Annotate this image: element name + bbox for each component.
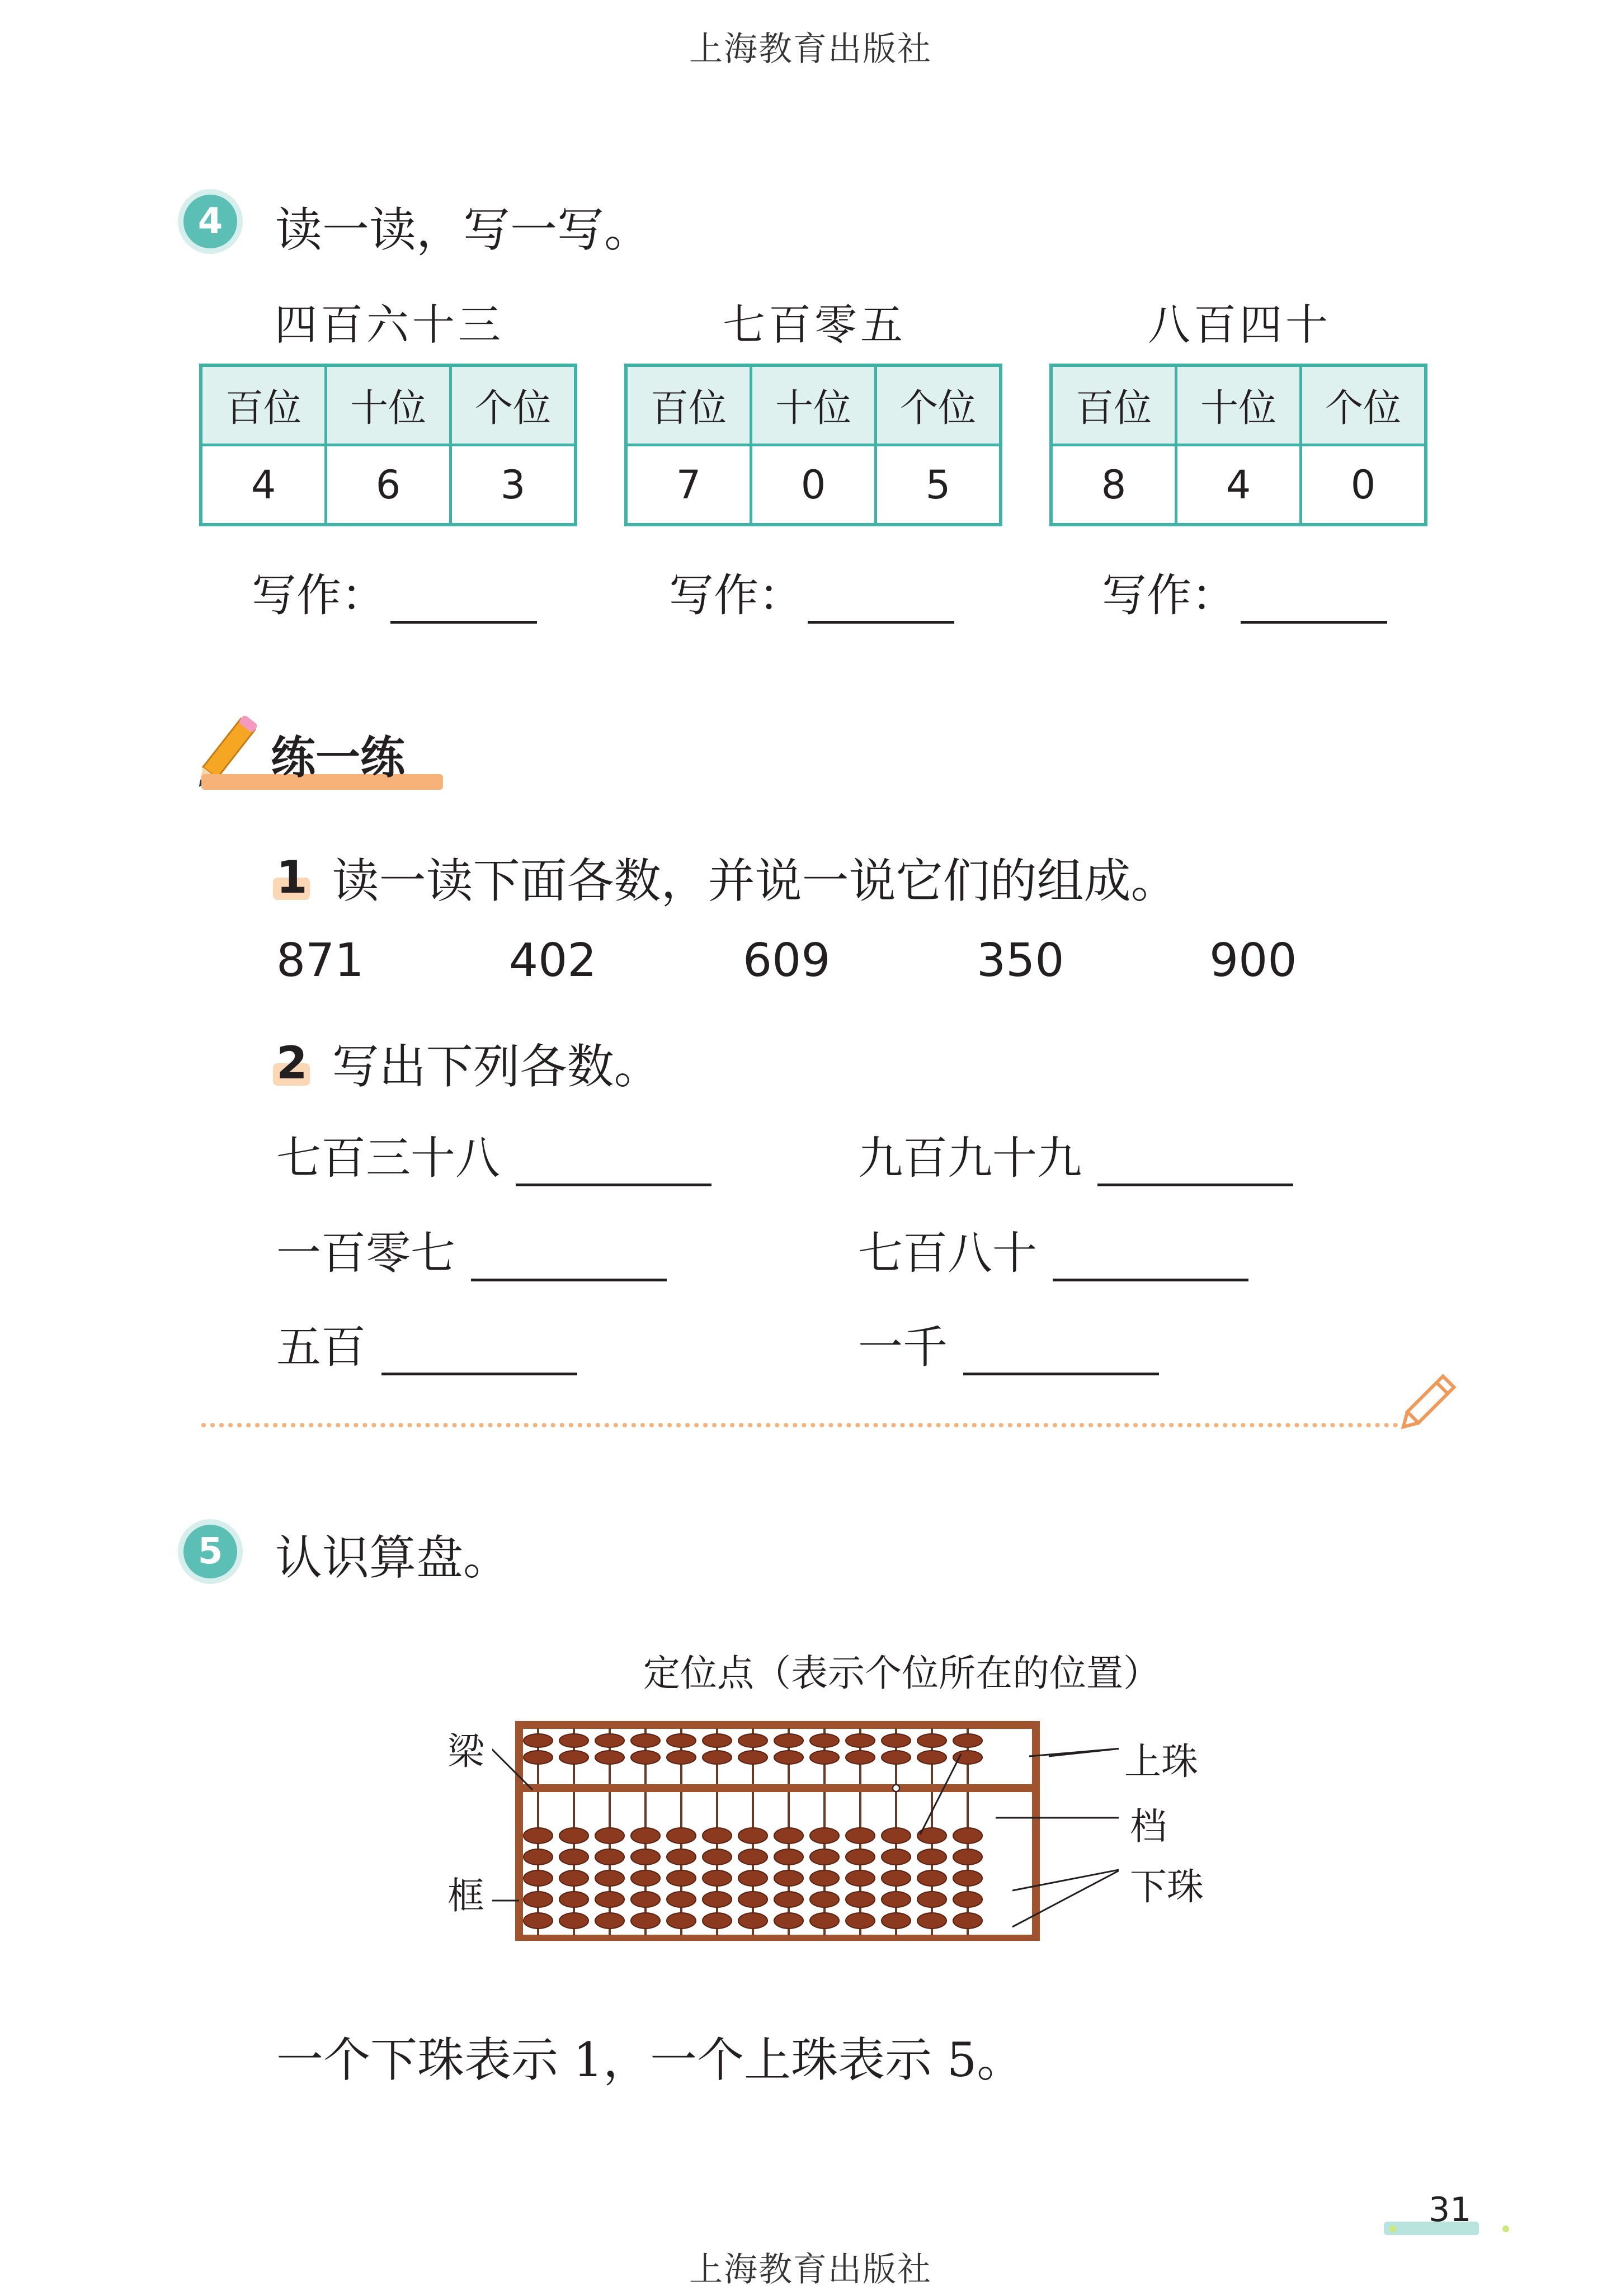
- header-hundreds: 百位: [201, 365, 326, 445]
- locator-point-label: 定位点（表示个位所在的位置）: [643, 1652, 1160, 1695]
- place-value-table: [199, 364, 577, 526]
- frame-label: 框: [447, 1874, 484, 1917]
- upper-bead: [631, 1751, 660, 1764]
- header-hundreds: 百位: [626, 365, 751, 445]
- number-words: 九百九十九: [858, 1132, 1082, 1184]
- upper-bead: [846, 1751, 875, 1764]
- lower-bead: [774, 1870, 803, 1886]
- write-answer: [252, 559, 537, 624]
- lower-bead: [524, 1849, 553, 1865]
- lower-bead: [667, 1828, 696, 1844]
- lower-bead: [559, 1849, 588, 1865]
- lower-bead: [524, 1870, 553, 1886]
- lower-bead: [917, 1870, 946, 1886]
- lower-bead: [810, 1849, 839, 1865]
- number-words: 一百零七: [276, 1227, 455, 1279]
- write-answer: [1102, 559, 1387, 624]
- write-label: 写作：: [252, 569, 386, 621]
- upper-bead: [810, 1751, 839, 1764]
- lower-bead: [738, 1913, 767, 1929]
- upper-beads-label: 上珠: [1124, 1740, 1198, 1783]
- value-hundreds: 7: [626, 445, 751, 525]
- lower-bead: [595, 1828, 624, 1844]
- upper-bead: [774, 1751, 803, 1764]
- lower-bead: [882, 1828, 911, 1844]
- exercise-number: 2: [276, 1037, 308, 1089]
- lower-bead: [667, 1913, 696, 1929]
- write-number-item: [276, 1122, 711, 1186]
- lower-bead: [595, 1870, 624, 1886]
- rod-label: 档: [1130, 1805, 1167, 1848]
- lower-bead: [667, 1892, 696, 1907]
- number-words: 五百: [276, 1321, 366, 1373]
- value-ones: 5: [876, 445, 1001, 525]
- answer-blank[interactable]: [471, 1239, 667, 1281]
- lower-bead: [631, 1828, 660, 1844]
- answer-blank[interactable]: [1097, 1144, 1293, 1186]
- value-ones: 3: [451, 445, 576, 525]
- lower-bead: [667, 1849, 696, 1865]
- page-number: 31: [1429, 2190, 1472, 2229]
- lower-bead: [703, 1849, 732, 1865]
- value-tens: 6: [326, 445, 451, 525]
- number-words: 七百八十: [858, 1227, 1037, 1279]
- dotted-divider: [201, 1423, 1398, 1427]
- answer-blank[interactable]: [381, 1333, 577, 1375]
- exercise-1: [276, 843, 1178, 911]
- answer-blank[interactable]: [808, 582, 954, 624]
- lower-bead: [846, 1913, 875, 1929]
- header-ones: 个位: [1301, 365, 1426, 445]
- lower-bead: [524, 1913, 553, 1929]
- upper-bead: [917, 1734, 946, 1747]
- table-caption: 七百零五: [723, 300, 906, 350]
- exercise-text: 写出下列各数。: [332, 1039, 661, 1094]
- lower-bead: [703, 1828, 732, 1844]
- lower-bead: [882, 1892, 911, 1907]
- value-ones: 0: [1301, 445, 1426, 525]
- abacus-caption: 一个下珠表示 1，一个上珠表示 5。: [276, 2033, 1024, 2087]
- answer-blank[interactable]: [1053, 1239, 1248, 1281]
- upper-bead: [667, 1751, 696, 1764]
- lower-bead: [703, 1892, 732, 1907]
- lower-bead: [917, 1913, 946, 1929]
- abacus-beam: [519, 1784, 1036, 1792]
- write-number-item: [858, 1311, 1159, 1375]
- section-5-title: 认识算盘。: [275, 1530, 511, 1585]
- lower-bead: [703, 1913, 732, 1929]
- lower-bead: [953, 1913, 982, 1929]
- number-words: 七百三十八: [276, 1132, 500, 1184]
- value-hundreds: 4: [201, 445, 326, 525]
- upper-bead: [846, 1734, 875, 1747]
- number-350: 350: [977, 934, 1064, 987]
- number-871: 871: [276, 934, 364, 987]
- lower-bead: [953, 1849, 982, 1865]
- exercise-text: 读一读下面各数，并说一说它们的组成。: [332, 854, 1178, 908]
- upper-bead: [631, 1734, 660, 1747]
- upper-bead: [703, 1734, 732, 1747]
- lower-bead: [738, 1892, 767, 1907]
- lower-bead: [953, 1892, 982, 1907]
- lower-bead: [703, 1870, 732, 1886]
- lower-bead: [882, 1870, 911, 1886]
- lower-bead: [810, 1828, 839, 1844]
- lower-bead: [559, 1913, 588, 1929]
- value-tens: 4: [1176, 445, 1301, 525]
- upper-bead: [917, 1751, 946, 1764]
- header-tens: 十位: [1176, 365, 1301, 445]
- upper-bead: [882, 1751, 911, 1764]
- write-label: 写作：: [669, 569, 803, 621]
- lower-bead: [882, 1913, 911, 1929]
- lower-bead: [595, 1849, 624, 1865]
- answer-blank[interactable]: [390, 582, 537, 624]
- lower-bead: [595, 1892, 624, 1907]
- upper-bead: [559, 1734, 588, 1747]
- answer-blank[interactable]: [963, 1333, 1159, 1375]
- pencil-icon: [1393, 1370, 1460, 1437]
- lower-bead: [774, 1828, 803, 1844]
- upper-bead: [703, 1751, 732, 1764]
- lower-bead: [774, 1892, 803, 1907]
- lower-bead: [882, 1849, 911, 1865]
- lower-bead: [953, 1870, 982, 1886]
- exercise-2: [276, 1029, 661, 1097]
- section-4-number: 4: [178, 189, 243, 254]
- upper-bead: [524, 1734, 553, 1747]
- lower-bead: [631, 1913, 660, 1929]
- upper-bead: [774, 1734, 803, 1747]
- write-answer: [669, 559, 954, 624]
- upper-bead: [667, 1734, 696, 1747]
- header-tens: 十位: [326, 365, 451, 445]
- lower-bead: [846, 1849, 875, 1865]
- table-caption: 四百六十三: [275, 300, 504, 350]
- lower-bead: [846, 1870, 875, 1886]
- lower-bead: [524, 1828, 553, 1844]
- table-caption: 八百四十: [1148, 300, 1331, 350]
- lower-bead: [810, 1870, 839, 1886]
- decor-dot: [1502, 2226, 1509, 2232]
- decor-dot: [1389, 2226, 1396, 2232]
- beam-label: 梁: [447, 1730, 484, 1773]
- header-ones: 个位: [876, 365, 1001, 445]
- lower-bead: [631, 1892, 660, 1907]
- value-hundreds: 8: [1051, 445, 1176, 525]
- lower-bead: [524, 1892, 553, 1907]
- value-tens: 0: [751, 445, 876, 525]
- lower-bead: [559, 1828, 588, 1844]
- lower-bead: [559, 1870, 588, 1886]
- practice-title: 练一练: [271, 731, 405, 784]
- abacus-diagram: [492, 1706, 1119, 1941]
- lower-bead: [846, 1828, 875, 1844]
- header-hundreds: 百位: [1051, 365, 1176, 445]
- lower-beads-label: 下珠: [1130, 1865, 1204, 1908]
- lower-bead: [774, 1913, 803, 1929]
- lower-bead: [595, 1913, 624, 1929]
- number-609: 609: [743, 934, 831, 987]
- lower-bead: [953, 1828, 982, 1844]
- lower-bead: [559, 1892, 588, 1907]
- lower-bead: [917, 1892, 946, 1907]
- upper-bead: [738, 1734, 767, 1747]
- place-value-table: [624, 364, 1002, 526]
- write-number-item: [276, 1217, 667, 1281]
- locator-point-dot: [893, 1785, 899, 1791]
- section-5-number: 5: [178, 1519, 243, 1584]
- lower-bead: [631, 1849, 660, 1865]
- section-4-title: 读一读，写一写。: [275, 202, 652, 257]
- write-number-item: [858, 1217, 1248, 1281]
- upper-bead: [559, 1751, 588, 1764]
- place-value-table: [1049, 364, 1427, 526]
- header-ones: 个位: [451, 365, 576, 445]
- answer-blank[interactable]: [516, 1144, 711, 1186]
- write-number-item: [858, 1122, 1293, 1186]
- number-900: 900: [1209, 934, 1297, 987]
- upper-bead: [738, 1751, 767, 1764]
- lower-bead: [846, 1892, 875, 1907]
- header-tens: 十位: [751, 365, 876, 445]
- upper-bead: [595, 1734, 624, 1747]
- lower-bead: [917, 1849, 946, 1865]
- lower-bead: [810, 1892, 839, 1907]
- lower-bead: [738, 1849, 767, 1865]
- write-number-item: [276, 1311, 577, 1375]
- upper-bead: [882, 1734, 911, 1747]
- upper-bead: [524, 1751, 553, 1764]
- lower-bead: [667, 1870, 696, 1886]
- number-402: 402: [509, 934, 597, 987]
- lower-bead: [774, 1849, 803, 1865]
- lower-bead: [738, 1828, 767, 1844]
- upper-bead: [595, 1751, 624, 1764]
- publisher-header: 上海教育出版社: [689, 30, 932, 69]
- upper-bead: [810, 1734, 839, 1747]
- lower-bead: [810, 1913, 839, 1929]
- publisher-footer: 上海教育出版社: [689, 2250, 932, 2289]
- number-words: 一千: [858, 1321, 948, 1373]
- answer-blank[interactable]: [1241, 582, 1387, 624]
- lower-bead: [631, 1870, 660, 1886]
- upper-bead: [953, 1734, 982, 1747]
- write-label: 写作：: [1102, 569, 1236, 621]
- lower-bead: [738, 1870, 767, 1886]
- exercise-number: 1: [276, 851, 308, 903]
